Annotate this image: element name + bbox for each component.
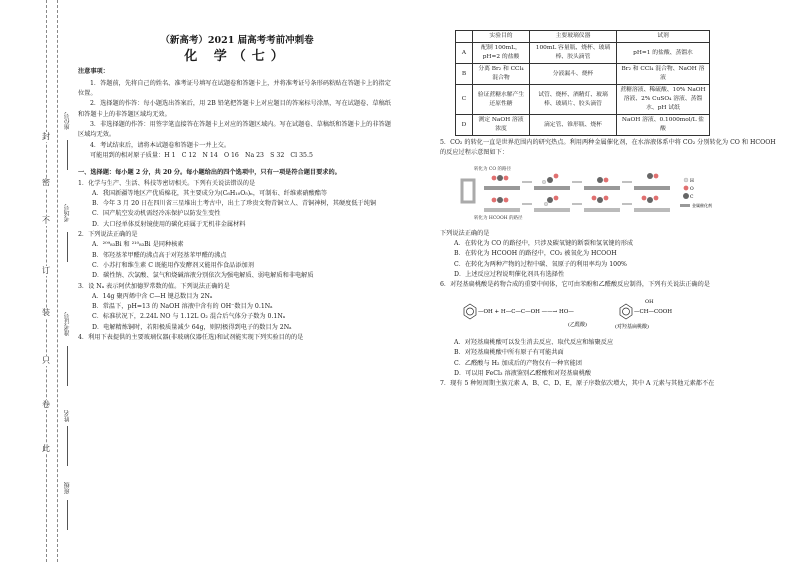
q1-option-b: B．今年 3 月 20 日在四川省三星堆出土考古中，出土了珍贵文物青铜立人、青铜神树，其硬度低于纯铜 (92, 200, 377, 208)
q3-option-c: C．标准状况下，2.24L NO 与 1.12L O₂ 混合后气体分子数为 0.1Nₐ (92, 313, 286, 321)
legend-h-label: H (690, 178, 694, 184)
binding-margin (0, 0, 78, 562)
q2-option-d: D．碳性钠、次氯酸、氯气和烧碱溶液分别依次为强电解质、弱电解质和非电解质 (92, 272, 314, 280)
section-heading: 一、选择题：每小题 2 分，共 20 分。每小题给出的四个选项中，只有一项是符合题目要求的。 (78, 169, 341, 177)
field-admission-number: 准考证号 (64, 312, 71, 336)
phenol-ring (464, 304, 476, 319)
q2-stem: 2．下列说法正确的是 (78, 231, 138, 239)
q2-option-b: B．邻羟基苯甲醛的沸点高于对羟基苯甲醛的沸点 (92, 251, 227, 259)
seal-char: 订 (42, 266, 50, 275)
right-column (440, 30, 780, 389)
table-cell: 100mL 容量瓶、烧杯、玻璃棒、胶头滴管 (530, 43, 617, 64)
q5-option-a: A．在转化为 CO 的路径中，只涉及碳氧键的断裂和氢氧键的形成 (454, 240, 634, 248)
table-cell: 试管、烧杯、酒精灯、玻璃棒、玻璃片、胶头滴管 (530, 85, 617, 115)
seal-char: 不 (42, 216, 50, 225)
path-label-hcooh: 转化为 HCOOH 的路径 (474, 215, 523, 221)
table-cell: B (456, 64, 473, 85)
table-cell: 测定 NaOH 溶液浓度 (473, 115, 530, 136)
legend-c-label: C (690, 194, 694, 200)
table-row (456, 85, 710, 115)
legend-c-icon (683, 193, 689, 199)
seal-char: 此 (42, 444, 50, 453)
q6-option-a: A．对羟基扁桃酸可以发生消去反应、取代反应和缩聚反应 (454, 338, 614, 346)
table-header-cell: 实验目的 (473, 31, 530, 43)
note-item: 1．答题前，先将自己的姓名、准考证号填写在试题卷和答题卡上，并将准考证号条形码粘贴在答题卡上的指定位置。 (78, 79, 391, 98)
q6-option-d: D．可以用 FeCl₃ 溶液鉴别乙醛酸和对羟基扁桃酸 (454, 369, 592, 377)
table-row (456, 115, 710, 136)
exam-title: （新高考）2021 届高考考前冲刺卷 (160, 35, 314, 46)
q5-reaction-diagram (460, 162, 720, 222)
q3-option-a: A．14g 聚丙烯中含 C—H 键总数目为 2Nₐ (92, 292, 213, 300)
seal-char: 卷 (42, 400, 50, 409)
seal-line-inner (57, 0, 59, 562)
product-oh: OH (645, 298, 654, 305)
q3-option-b: B．常温下，pH=13 的 NaOH 溶液中含有的 OH⁻数目为 0.1Nₐ (92, 303, 273, 311)
atomic-mass-list: 可能用到的相对原子质量：H 1 C 12 N 14 O 16 Na 23 S 32 Cl 35.5 (90, 151, 313, 159)
table-cell: NaOH 溶液、0.1000mol/L 盐酸 (617, 115, 710, 136)
seal-char: 只 (42, 356, 50, 365)
path-label-co: 转化为 CO 的路径 (474, 166, 511, 172)
table-header-cell: 试剂 (617, 31, 710, 43)
q6-stem: 6．对羟基扁桃酸是药物合成的重要中间体，它可由苯酚和乙醛酸反应制得，下列有关说法正确的是 (440, 281, 710, 289)
reagent-label: (乙醛酸) (568, 321, 587, 328)
field-seat-number: 座位号 (64, 112, 71, 130)
table-cell: A (456, 43, 473, 64)
table-cell: pH=1 的盐酸、蒸馏水 (617, 43, 710, 64)
q5-sub-stem: 下列说法正确的是 (440, 229, 490, 237)
field-class: 班级 (64, 482, 71, 494)
table-cell: D (456, 115, 473, 136)
table-cell: 验证蔗糖水解产生还原性糖 (473, 85, 530, 115)
notes-heading: 注意事项： (78, 67, 109, 75)
legend-catalyst-label: 金属催化剂 (692, 202, 712, 208)
table-cell: 分液漏斗、烧杯 (530, 64, 617, 85)
field-underline (67, 346, 69, 386)
left-column (78, 30, 396, 343)
q6-option-c: C．乙醛酸与 H₂ 加成后的产物仅有一种官能团 (454, 359, 582, 367)
q1-stem: 1．化学与生产、生活、科技等密切相关。下列有关说法错误的是 (78, 179, 256, 187)
q5-option-d: D．上述反应过程说明催化剂具有选择性 (454, 271, 565, 279)
q6-reaction-scheme (450, 294, 710, 332)
legend-o-label: O (690, 186, 694, 192)
product-chain: —CH—COOH (634, 308, 673, 315)
note-item: 3．非选择题的作答：用签字笔直接答在答题卡上对应的答题区域内。写在试题卷、草稿纸和答题卡上的非答题区域均无效。 (78, 121, 391, 139)
field-underline (67, 232, 69, 262)
cycle-arrow (462, 180, 474, 202)
legend-o-icon (684, 185, 689, 190)
q2-option-a: A．²⁰⁹₈₃Bi 和 ²¹⁰₈₃Bi 是同种核素 (92, 241, 184, 249)
product-ring (620, 304, 632, 319)
table-cell: 配制 100mL，pH=2 的盐酸 (473, 43, 530, 64)
q5-option-c: C．在转化为两种产物的过程中碳、氧原子的利用率均为 100% (454, 260, 627, 268)
table-cell: C (456, 85, 473, 115)
field-underline (67, 426, 69, 466)
table-header-cell: 主要玻璃仪器 (530, 31, 617, 43)
q1-option-d: D．大口径单体反射镜使用的碳化硅属于无机非金属材料 (92, 220, 246, 228)
seal-char: 装 (42, 308, 50, 317)
subject-title: 化 学（七） (184, 49, 290, 65)
field-exam-room: 考场号 (64, 204, 71, 222)
q4-options-table (455, 30, 710, 136)
q6-option-b: B．对羟基扁桃酸中所有原子有可能共面 (454, 349, 564, 357)
table-cell: 蔗糖溶液、稀硫酸、10% NaOH 溶液、2% CuSO₄ 溶液、蒸馏水、pH 试纸 (617, 85, 710, 115)
table-row (456, 64, 710, 85)
q1-option-c: C．国产航空发动机需经冷冻保护以防发生变性 (92, 210, 221, 218)
table-cell: Br₂ 和 CCl₄ 混合物、NaOH 溶液 (617, 64, 710, 85)
field-name: 姓名 (64, 410, 71, 422)
seal-line (46, 0, 48, 562)
table-header-cell (456, 31, 473, 43)
phenol-oh: —OH + H—C—C—OH ——→ HO— (478, 308, 574, 315)
step-arrows (522, 182, 632, 204)
table-header-row (456, 31, 710, 43)
q7-stem: 7．现有 5 种短周期主族元素 A、B、C、D、E，原子序数依次增大，其中 A 元素与其他元素都不在 (440, 380, 715, 388)
table-cell: 分离 Br₂ 和 CCl₄ 混合物 (473, 64, 530, 85)
table-row (456, 43, 710, 64)
field-underline (67, 500, 69, 530)
legend-catalyst-icon (680, 204, 690, 207)
q5-option-b: B．在转化为 HCOOH 的路径中，CO₂ 被氧化为 HCOOH (454, 250, 617, 258)
q2-option-c: C．小苏打和维生素 C 既能用作发酵剂又能用作食品添加剂 (92, 261, 254, 269)
q3-option-d: D．电解精炼铜时，若阳极质量减少 64g，则阴极得到电子的数目为 2Nₐ (92, 323, 292, 331)
field-underline (67, 140, 69, 170)
table-cell: 滴定管、锥形瓶、烧杯 (530, 115, 617, 136)
product-label: (对羟基扁桃酸) (615, 323, 649, 330)
note-item: 2．选择题的作答：每小题选出答案后，用 2B 铅笔把答题卡上对应题目的答案标号涂黑，写在试题卷、草稿纸和答题卡上的非答题区域均无效。 (78, 100, 391, 118)
seal-char: 密 (42, 178, 50, 187)
legend-h-icon (684, 178, 688, 182)
note-item: 4．考试结束后，请将本试题卷和答题卡一并上交。 (90, 141, 231, 149)
q5-stem: 5．CO₂ 的转化一直是世界范围内的研究热点。利用两种金属催化剂，在水溶液体系中将 CO₂ 分别转化为 CO 和 HCOOH 的反应过程示意图如下： (440, 139, 776, 157)
q4-stem: 4．利用下表提供的主要玻璃仪器(非玻璃仪器任选)和试剂能实现下列实验目的的是 (78, 334, 304, 342)
q1-option-a: A．我国新疆等地区产优质棉花，其主要成分为(C₆H₁₀O₅)ₙ，可制布、纤维素硝酸酯等 (92, 189, 328, 197)
seal-char: 封 (42, 132, 50, 141)
q3-stem: 3．设 Nₐ 表示阿伏加德罗常数的值。下列说法正确的是 (78, 282, 230, 290)
